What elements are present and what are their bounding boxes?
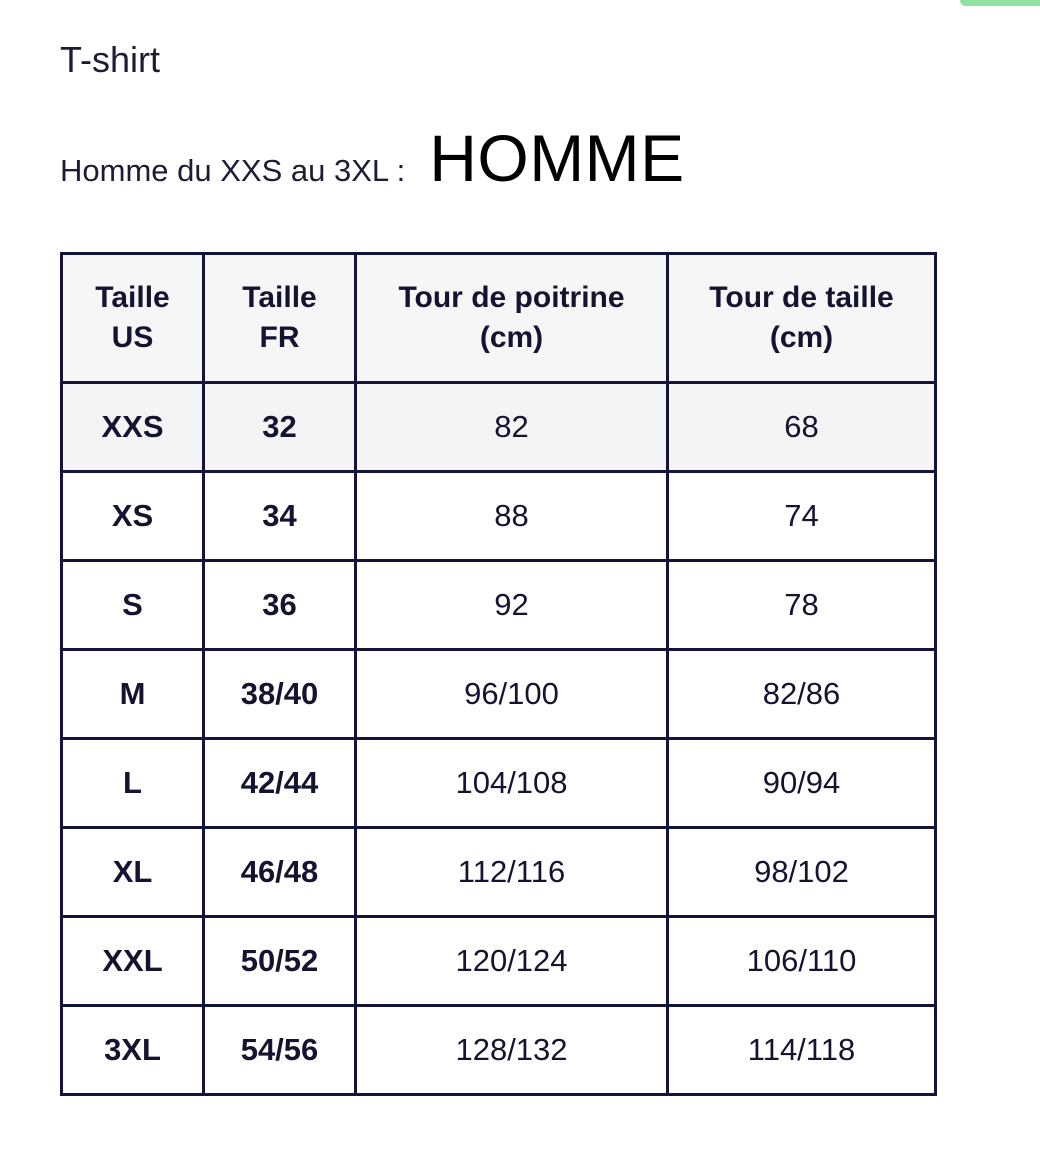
cell-taille-fr: 46/48 bbox=[204, 828, 356, 917]
table-header-row bbox=[62, 254, 936, 383]
cell-tour-de-taille: 68 bbox=[668, 383, 936, 472]
header-line: Taille bbox=[95, 281, 170, 314]
cell-tour-de-taille: 74 bbox=[668, 472, 936, 561]
cell-taille-fr: 54/56 bbox=[204, 1006, 356, 1095]
table-row bbox=[62, 739, 936, 828]
header-tour-de-taille bbox=[668, 254, 936, 383]
header-line: Tour de taille bbox=[709, 281, 894, 314]
cell-taille-us: S bbox=[62, 561, 204, 650]
cell-tour-de-taille: 98/102 bbox=[668, 828, 936, 917]
page-title: T-shirt bbox=[60, 39, 161, 80]
table-row bbox=[62, 472, 936, 561]
header-taille-us bbox=[62, 254, 204, 383]
header-line: Tour de poitrine bbox=[398, 281, 625, 314]
cell-tour-de-poitrine: 104/108 bbox=[356, 739, 668, 828]
cell-tour-de-poitrine: 82 bbox=[356, 383, 668, 472]
cell-taille-us: XXL bbox=[62, 917, 204, 1006]
cell-taille-us: L bbox=[62, 739, 204, 828]
table-row bbox=[62, 383, 936, 472]
cell-tour-de-poitrine: 92 bbox=[356, 561, 668, 650]
header-tour-de-poitrine bbox=[356, 254, 668, 383]
subtitle-label: Homme du XXS au 3XL : bbox=[60, 153, 406, 188]
cell-tour-de-poitrine: 120/124 bbox=[356, 917, 668, 1006]
header-taille-fr bbox=[204, 254, 356, 383]
corner-accent bbox=[960, 0, 1040, 6]
cell-tour-de-poitrine: 112/116 bbox=[356, 828, 668, 917]
cell-taille-fr: 32 bbox=[204, 383, 356, 472]
cell-taille-fr: 34 bbox=[204, 472, 356, 561]
cell-taille-fr: 36 bbox=[204, 561, 356, 650]
cell-tour-de-taille: 78 bbox=[668, 561, 936, 650]
cell-taille-us: 3XL bbox=[62, 1006, 204, 1095]
header-line: (cm) bbox=[479, 321, 544, 354]
cell-taille-us: M bbox=[62, 650, 204, 739]
cell-taille-us: XXS bbox=[62, 383, 204, 472]
header-line: (cm) bbox=[769, 321, 834, 354]
cell-tour-de-taille: 90/94 bbox=[668, 739, 936, 828]
cell-taille-us: XS bbox=[62, 472, 204, 561]
subtitle-heading: HOMME bbox=[429, 121, 685, 195]
cell-tour-de-poitrine: 128/132 bbox=[356, 1006, 668, 1095]
cell-taille-fr: 50/52 bbox=[204, 917, 356, 1006]
table-row bbox=[62, 828, 936, 917]
cell-tour-de-taille: 114/118 bbox=[668, 1006, 936, 1095]
cell-taille-us: XL bbox=[62, 828, 204, 917]
subtitle-row bbox=[60, 120, 685, 200]
table-row bbox=[62, 650, 936, 739]
header-line: Taille bbox=[242, 281, 317, 314]
cell-taille-fr: 42/44 bbox=[204, 739, 356, 828]
size-chart-table bbox=[60, 252, 937, 1096]
cell-tour-de-taille: 106/110 bbox=[668, 917, 936, 1006]
table-row bbox=[62, 917, 936, 1006]
table-row bbox=[62, 1006, 936, 1095]
cell-tour-de-taille: 82/86 bbox=[668, 650, 936, 739]
cell-tour-de-poitrine: 96/100 bbox=[356, 650, 668, 739]
table-row bbox=[62, 561, 936, 650]
header-line: US bbox=[111, 321, 154, 354]
header-line: FR bbox=[259, 321, 300, 354]
cell-tour-de-poitrine: 88 bbox=[356, 472, 668, 561]
cell-taille-fr: 38/40 bbox=[204, 650, 356, 739]
